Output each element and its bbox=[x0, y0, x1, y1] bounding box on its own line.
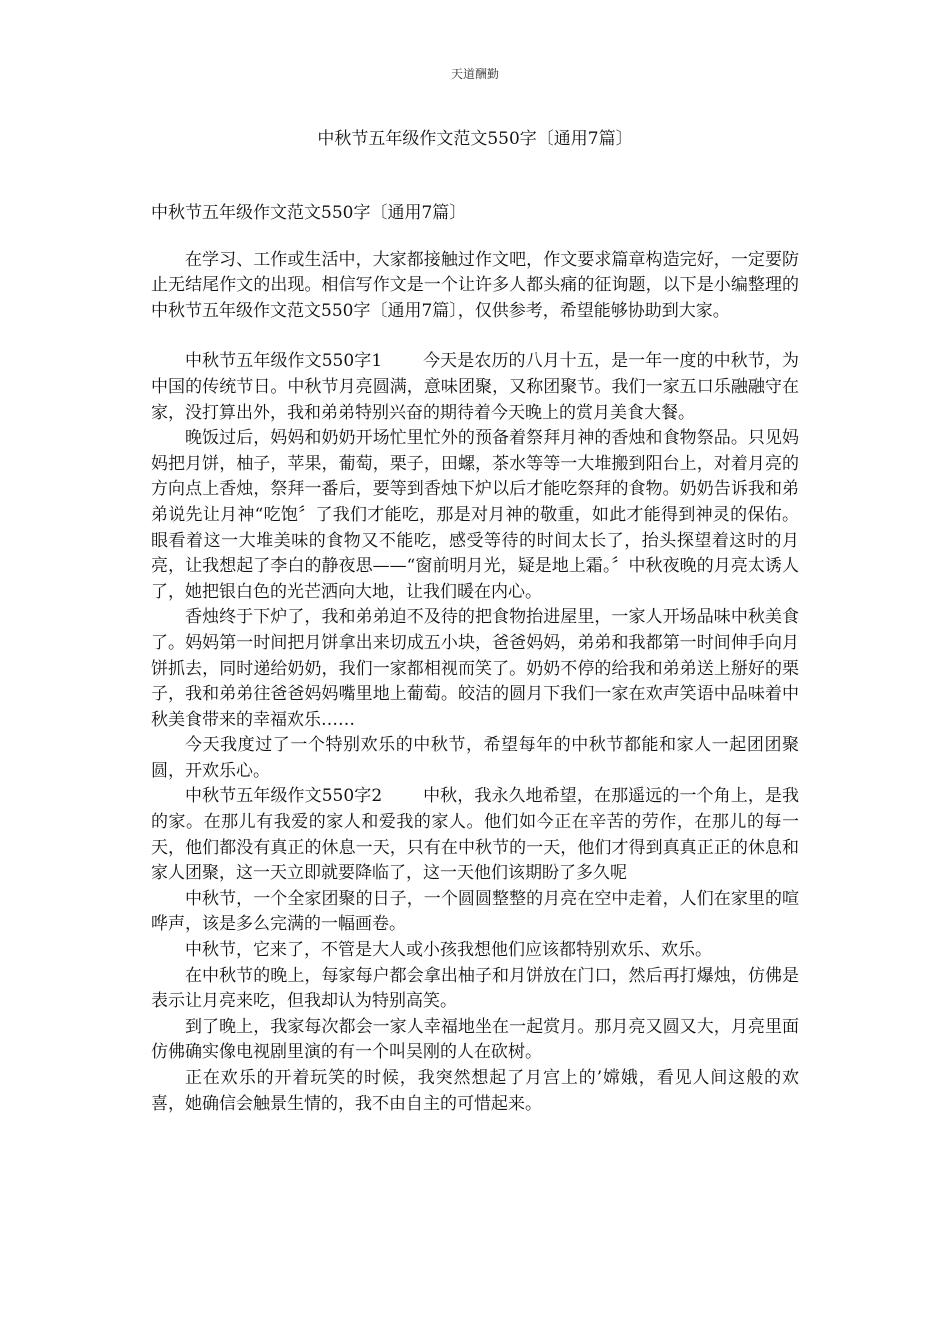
essay-2-paragraph-5: 到了晚上，我家每次都会一家人幸福地坐在一起赏月。那月亮又圆又大，月亮里面仿佛确实像电视剧里演的有一个叫吴刚的人在砍树。 bbox=[151, 1016, 799, 1063]
essay-1-paragraph-1: 今天是农历的八月十五，是一年一度的中秋节，为中国的传统节日。中秋节月亮圆满，意味团聚，又称团聚节。我们一家五口乐融融守在家，没打算出外，我和弟弟特别兴奋的期待着今天晚上的赏月美食大餐。 bbox=[151, 351, 800, 423]
essay-2-paragraph-6: 正在欢乐的开着玩笑的时候，我突然想起了月宫上的’嫦娥，看见人间这般的欢喜，她确信会触景生情的，我不由自主的可惜起来。 bbox=[151, 1068, 799, 1114]
essay-1-paragraph-2: 晚饭过后，妈妈和奶奶开场忙里忙外的预备着祭拜月神的香烛和食物祭品。只见妈妈把月饼，柚子，苹果，葡萄，栗子，田螺，茶水等等一大堆搬到阳台上，对着月亮的方向点上香烛，祭拜一番后，要等到香烛下炉以后才能吃祭拜的食物。奶奶告诉我和弟弟说先让月神“吃饱〞了我们才能吃，那是对月神的敬重，如此才能得到神灵的保佑。眼看着这一大堆美味的食物又不能吃，感受等待的时间太长了，抬头探望着这时的月亮，让我想起了李白的静夜思——“窗前明月光，疑是地上霜。〞中秋夜晚的月亮太诱人了，她把银白色的光芒洒向大地，让我们暖在内心。 bbox=[151, 428, 799, 602]
essay-1-paragraph-3: 香烛终于下炉了，我和弟弟迫不及待的把食物抬进屋里，一家人开场品味中秋美食了。妈妈第一时间把月饼拿出来切成五小块，爸爸妈妈，弟弟和我都第一时间伸手向月饼抓去，同时递给奶奶，我们一家都相视而笑了。奶奶不停的给我和弟弟送上掰好的栗子，我和弟弟往爸爸妈妈嘴里地上葡萄。皎洁的圆月下我们一家在欢声笑语中品味着中秋美食带来的幸福欢乐…… bbox=[151, 607, 799, 730]
essay-1-paragraph-4: 今天我度过了一个特别欢乐的中秋节，希望每年的中秋节都能和家人一起团团聚圆，开欢乐心。 bbox=[151, 735, 799, 781]
document-body bbox=[151, 201, 799, 1117]
intro-paragraph: 在学习、工作或生活中，大家都接触过作文吧，作文要求篇章构造完好，一定要防止无结尾作文的出现。相信写作文是一个让许多人都头痛的征询题，以下是小编整理的中秋节五年级作文范文550字〔通用7篇〕，仅供参考，希望能够协助到大家。 bbox=[151, 249, 799, 321]
essay-2-paragraph-3: 中秋节，它来了，不管是大人或小孩我想他们应该都特别欢乐、欢乐。 bbox=[185, 940, 712, 961]
page-header: 天道酬勤 bbox=[450, 67, 499, 81]
essay-2-first-paragraph bbox=[151, 784, 799, 886]
essay-2-paragraph-1: 中秋，我永久地希望，在那遥远的一个角上，是我的家。在那儿有我爱的家人和爱我的家人。他们如今正在辛苦的劳作，在那儿的每一天，他们都没有真正的休息一天，只有在中秋节的一天，他们才得到真真正正的休息和家人团聚，这一天立即就要降临了，这一天他们该期盼了多久呢 bbox=[151, 786, 800, 884]
essay-1-heading: 中秋节五年级作文550字1 bbox=[185, 351, 383, 372]
essay-2-heading: 中秋节五年级作文550字2 bbox=[185, 786, 383, 807]
essay-2-paragraph-2: 中秋节，一个全家团聚的日子，一个圆圆整整的月亮在空中走着，人们在家里的喧哗声，该是多么完满的一幅画卷。 bbox=[151, 888, 799, 935]
essay-1-first-paragraph bbox=[151, 349, 799, 426]
document-subtitle: 中秋节五年级作文范文550字〔通用7篇〕 bbox=[151, 203, 467, 223]
essay-2-paragraph-4: 在中秋节的晚上，每家每户都会拿出柚子和月饼放在门口，然后再打爆烛，仿佛是表示让月亮来吃，但我却认为特别高笑。 bbox=[151, 965, 799, 1012]
document-title: 中秋节五年级作文范文550字〔通用7篇〕 bbox=[317, 129, 633, 149]
